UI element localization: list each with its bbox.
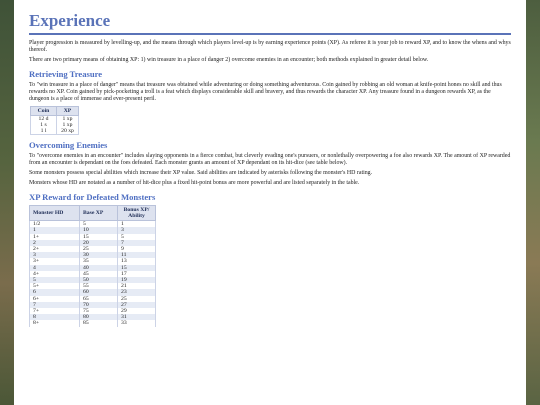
bonus-xp-cell: 21 xyxy=(118,283,156,289)
monster-xp-table xyxy=(29,205,156,326)
base-xp-cell: 5 xyxy=(80,221,118,228)
base-xp-cell: 50 xyxy=(80,277,118,283)
bonus-xp-cell: 15 xyxy=(118,265,156,271)
monster-hd-cell: 4 xyxy=(30,265,80,271)
bonus-xp-cell: 23 xyxy=(118,289,156,295)
treasure-paragraph: To "win treasure in a place of danger" means that treasure was obtained while adventuring or doing something adventurous. Coin gained by robbing an old woman at knife-point hones no skill and thus rewards no XP. Coin gained by pick-pocketing a troll is a feat which displays considerable skill and bravery, and thus rewards the character XP. Any treasure found in a dungeon rewards XP, as the dungeon is a place of immense and ever-present peril. xyxy=(29,82,502,102)
base-xp-cell: 10 xyxy=(80,227,118,233)
table-row xyxy=(30,320,156,326)
base-xp-column-header: Base XP xyxy=(80,206,118,221)
enemies-paragraph-2: Some monsters possess special abilities which increase their XP value. Said abilities are indicated by asterisks following the monster's HD rating. xyxy=(29,170,373,177)
base-xp-cell: 75 xyxy=(80,308,118,314)
bonus-xp-cell: 29 xyxy=(118,308,156,314)
monster-hd-cell: 2 xyxy=(30,240,80,246)
base-xp-cell: 45 xyxy=(80,271,118,277)
monster-hd-cell: 2+ xyxy=(30,246,80,252)
base-xp-cell: 65 xyxy=(80,296,118,302)
bonus-xp-cell: 31 xyxy=(118,314,156,320)
monster-table-header-row xyxy=(30,206,156,221)
monster-hd-cell: 1+ xyxy=(30,234,80,240)
heading-retrieving-treasure: Retrieving Treasure xyxy=(29,69,103,79)
base-xp-cell: 20 xyxy=(80,240,118,246)
base-xp-cell: 25 xyxy=(80,246,118,252)
heading-overcoming-enemies: Overcoming Enemies xyxy=(29,140,108,151)
xp-cell: 1 xp xyxy=(57,122,79,128)
coin-cell: 12 d xyxy=(31,115,57,122)
bonus-xp-cell: 13 xyxy=(118,258,156,264)
bonus-xp-cell: 17 xyxy=(118,271,156,277)
monster-hd-cell: 5 xyxy=(30,277,80,283)
bonus-xp-cell: 3 xyxy=(118,227,156,233)
bonus-xp-cell: 7 xyxy=(118,240,156,246)
xp-cell: 1 xp xyxy=(57,115,79,122)
enemies-paragraph-1: To "overcome enemies in an encounter" includes slaying opponents in a fierce combat, but cleverly evading one's pursuers, or nonlethally overpowering a foe also rewards XP. The amount of XP rewarded from an encounter is dependant on the foes defeated. Each monster grants an amount of XP dependant on its hit-dice (see table below). xyxy=(29,153,511,167)
base-xp-cell: 40 xyxy=(80,265,118,271)
coin-cell: 1 l xyxy=(31,128,57,135)
base-xp-cell: 80 xyxy=(80,314,118,320)
bonus-xp-cell: 9 xyxy=(118,246,156,252)
bonus-xp-cell: 1 xyxy=(118,221,156,228)
bonus-xp-cell: 25 xyxy=(118,296,156,302)
background-left-edge xyxy=(0,0,14,405)
bonus-xp-cell: 33 xyxy=(118,320,156,326)
monster-hd-cell: 8 xyxy=(30,314,80,320)
monster-hd-cell: 5+ xyxy=(30,283,80,289)
coin-column-header: Coin xyxy=(31,107,57,116)
base-xp-cell: 55 xyxy=(80,283,118,289)
bonus-xp-cell: 27 xyxy=(118,302,156,308)
monster-hd-cell: 8+ xyxy=(30,320,80,326)
title-rule xyxy=(29,33,511,35)
monster-table-body xyxy=(30,221,156,327)
base-xp-cell: 70 xyxy=(80,302,118,308)
base-xp-cell: 60 xyxy=(80,289,118,295)
coin-xp-table xyxy=(30,106,79,135)
base-xp-cell: 15 xyxy=(80,234,118,240)
bonus-xp-column-header: Bonus XP/ Ability xyxy=(118,206,156,221)
monster-hd-cell: 7+ xyxy=(30,308,80,314)
monster-hd-cell: 3+ xyxy=(30,258,80,264)
monster-hd-cell: 6 xyxy=(30,289,80,295)
monster-hd-cell: 3 xyxy=(30,252,80,258)
coin-cell: 1 s xyxy=(31,122,57,128)
page-title: Experience xyxy=(29,11,111,30)
table-row xyxy=(30,221,156,228)
monster-hd-cell: 1/2 xyxy=(30,221,80,228)
document-page[interactable] xyxy=(14,0,526,405)
coin-table-header-row xyxy=(31,107,79,116)
monster-hd-column-header: Monster HD xyxy=(30,206,80,221)
intro-paragraph-2: There are two primary means of obtaining XP: 1) win treasure in a place of danger 2) overcome enemies in an encounter; both methods explained in greater detail below. xyxy=(29,57,429,63)
base-xp-cell: 85 xyxy=(80,320,118,326)
bonus-xp-cell: 19 xyxy=(118,277,156,283)
monster-hd-cell: 6+ xyxy=(30,296,80,302)
base-xp-cell: 30 xyxy=(80,252,118,258)
background-right-edge xyxy=(526,0,540,405)
table-row xyxy=(31,128,79,135)
monster-hd-cell: 4+ xyxy=(30,271,80,277)
intro-paragraph-1: Player progression is measured by levelling-up, and the means through which players level-up is by earning experience points (XP). As referee it is your job to reward XP, and to know the whens and whys thereof. xyxy=(29,40,511,53)
enemies-paragraph-3: Monsters whose HD are notated as a number of hit-dice plus a fixed hit-point bonus are more powerful and are listed separately in the table. xyxy=(29,180,360,187)
bonus-xp-cell: 11 xyxy=(118,252,156,258)
bonus-xp-cell: 5 xyxy=(118,234,156,240)
monster-hd-cell: 7 xyxy=(30,302,80,308)
table-row xyxy=(31,115,79,122)
xp-cell: 20 xp xyxy=(57,128,79,135)
base-xp-cell: 35 xyxy=(80,258,118,264)
heading-xp-reward-table: XP Reward for Defeated Monsters xyxy=(29,192,156,203)
xp-column-header: XP xyxy=(57,107,79,116)
monster-hd-cell: 1 xyxy=(30,227,80,233)
